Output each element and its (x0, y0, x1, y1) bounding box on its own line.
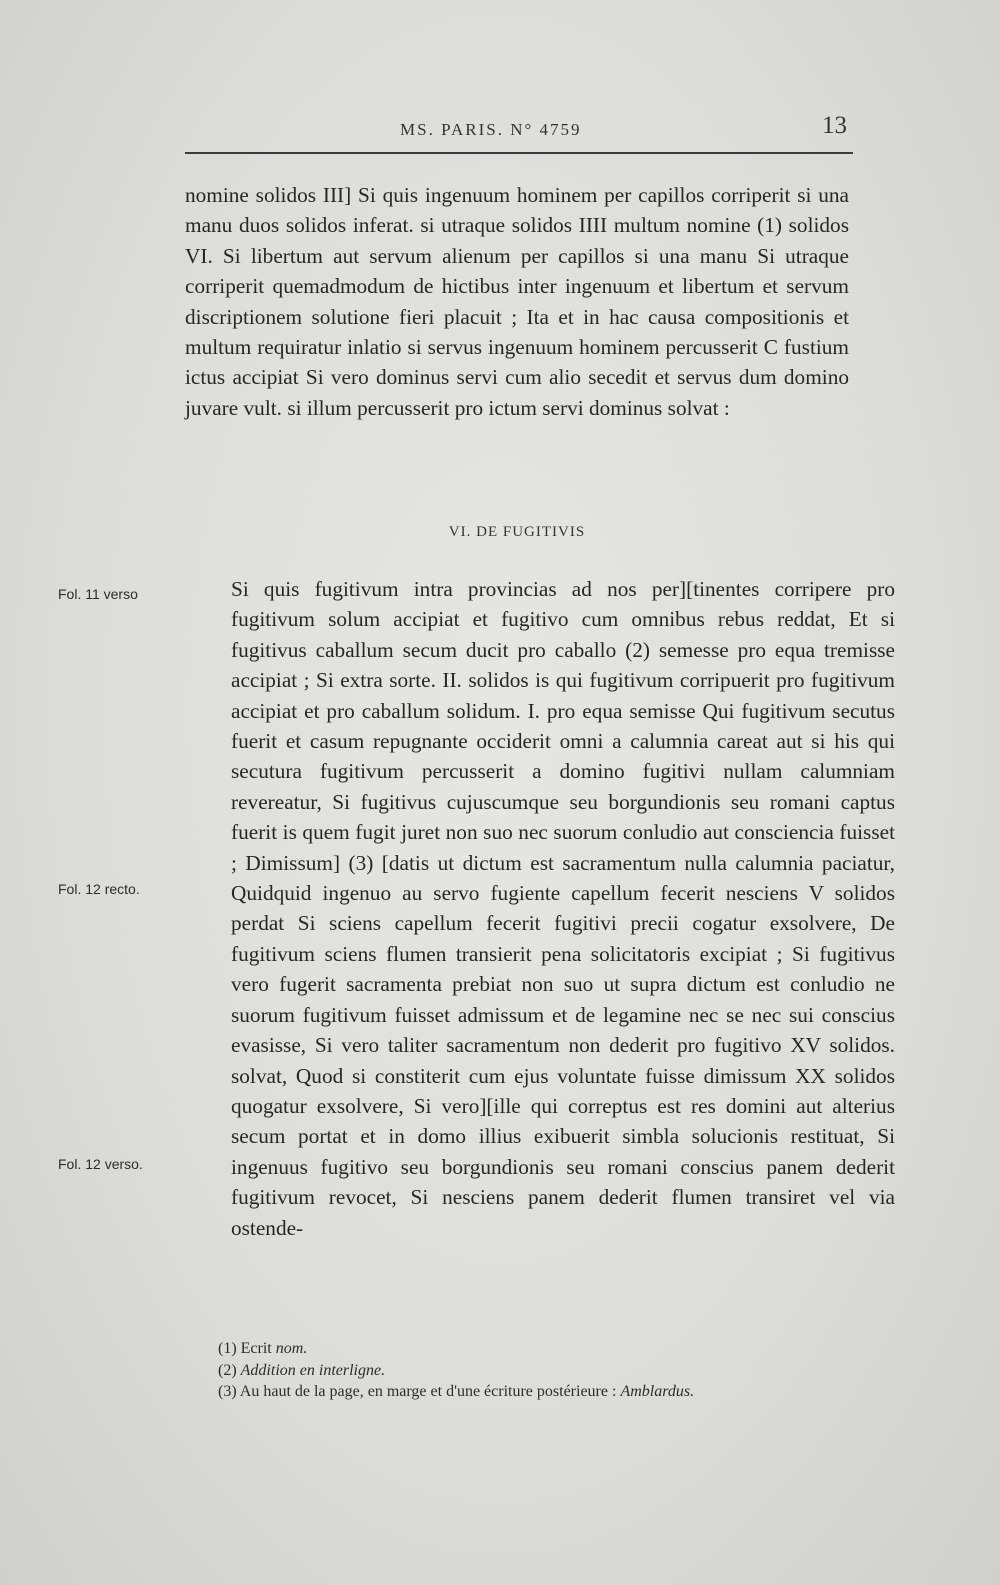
section-title: VI. DE FUGITIVIS (448, 524, 586, 540)
margin-note-fol-11-verso: Fol. 11 verso (58, 586, 138, 602)
footnote-text: Au haut de la page, en marge et d'une écriture postérieure : (239, 1383, 617, 1400)
header-rule (185, 152, 853, 154)
footnote-mark: (2) (218, 1361, 237, 1379)
footnote-3 (218, 1381, 898, 1403)
running-title: MS. PARIS. N° 4759 (400, 120, 582, 139)
footnote-1 (218, 1338, 898, 1360)
footnote-text: Ecrit (240, 1340, 272, 1357)
page-number: 13 (822, 112, 847, 139)
footnote-text: Addition en interligne. (240, 1361, 386, 1379)
footnote-mark: (1) (218, 1340, 237, 1357)
footnote-emphasis: Amblardus. (620, 1383, 695, 1400)
footnote-2 (218, 1360, 898, 1382)
text-block-1: nomine solidos III] Si quis ingenuum hominem per capillos corriperit si una manu duos solidos inferat. si utraque solidos IIII multum nomine (1) solidos VI. Si libertum aut servum alienum per capillos si una manu Si utraque corriperit quemadmodum de hictibus inter ingenuum et libertum et servum discriptionem solutione fieri placuit ; Ita et in hac causa compositionis et multum requiratur inlatio si servus ingenuum hominem percusserit C fustium ictus accipiat Si vero dominus servi cum alio secedit et servus dum domino juvare vult. si illum percusserit pro ictum servi dominus solvat : (185, 183, 849, 420)
page-header (185, 108, 853, 148)
footnotes (218, 1338, 898, 1403)
margin-note-fol-12-recto: Fol. 12 recto. (58, 881, 140, 897)
footnote-emphasis: nom. (275, 1340, 308, 1357)
margin-note-fol-12-verso: Fol. 12 verso. (58, 1156, 143, 1172)
text-block-2: Si quis fugitivum intra provincias ad nos per][tinentes corripere pro fugitivum solum accipiat et fugitivo cum omnibus rebus reddat, Et si fugitivus caballum secum ducit pro caballo (2) semesse pro equa tremisse accipiat ; Si extra sorte. II. solidos is qui fugitivum corripuerit pro fugitivum accipiat et pro caballum solidum. I. pro equa semisse Qui fugitivum secutus fuerit et casum repugnante occiderit omni a calumnia careat aut si his qui secutura fugitivum percusserit a domino fugitivi nullam calumniam revereatur, Si fugitivus cujuscumque seu borgundionis seu romani captus fuerit is quem fugit juret non suo nec suorum conludio aut consciencia fuisset ; Dimissum] (3) [datis ut dictum est sacramentum nulla calumnia paciatur, Quidquid ingenuo au servo fugiente capellum fecerit nesciens V solidos perdat Si sciens capellum fecerit fugitivi precii cogatur exsolvere, De fugitivum sciens flumen transierit pena solicitatoris excipiat ; Si fugitivus vero fugerit sacramenta prebiat non suo ut supra dictum est conludio ne suorum fugitivum fuisset admissum et de legamine nec se nec sui conscius evasisse, Si vero taliter sacramentum non dederit pro fugitivo XV solidos. solvat, Quod si constiterit cum ejus voluntate fuisse dimissum XX solidos quogatur exsolvere, Si vero][ille qui correptus est res domini aut alterius secum portat et in domo illius exibuerit simbla solucionis restituat, Si ingenuus fugitivo seu borgundionis seu romani conscius panem dederit fugitivum revocet, Si nesciens panem dederit flumen transiret vel via ostende- (231, 577, 895, 1240)
footnote-mark: (3) (218, 1383, 237, 1400)
